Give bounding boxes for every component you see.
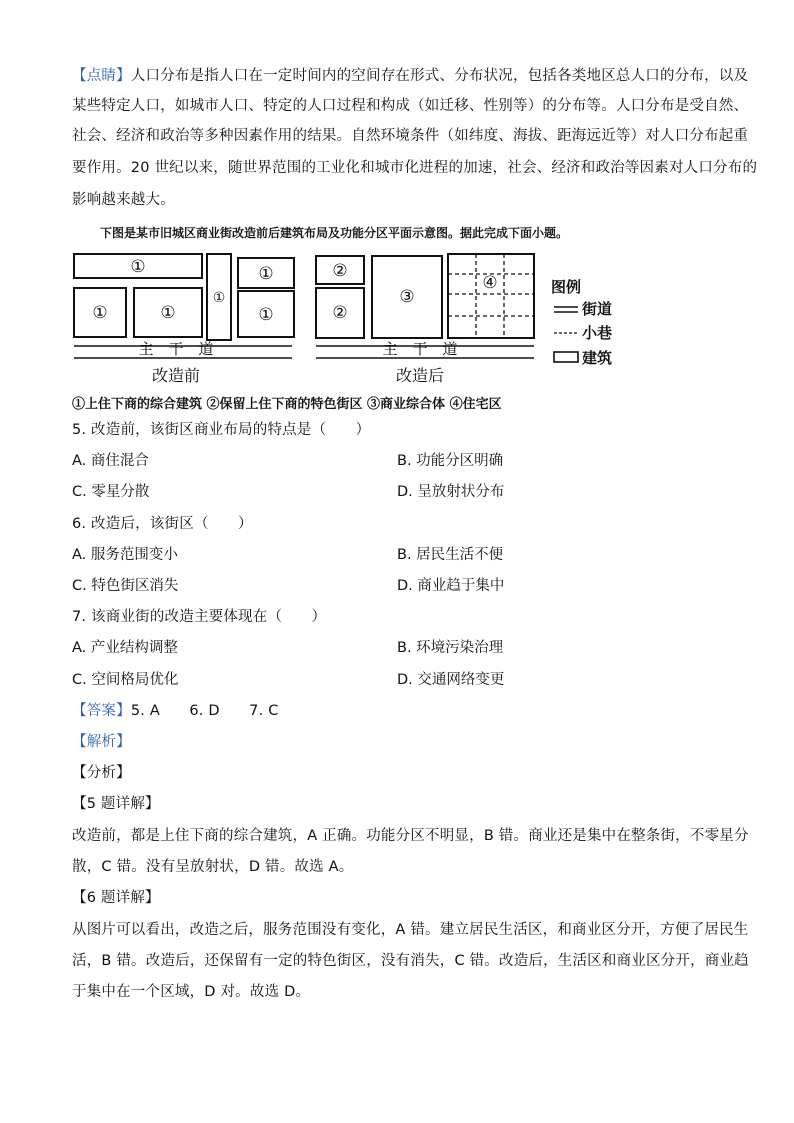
marker-4-after: ④ [482,273,498,293]
q7-option-c: C. 空间格局优化 [72,672,179,688]
q5-detail-line-2: 散，C 错。没有呈放射状，D 错。故选 A。 [72,859,354,875]
fenxi-heading: 【分析】 [72,765,131,781]
after-label: 改造后 [395,366,445,385]
q6-option-b: B. 居民生活不便 [397,547,504,563]
q5-option-c: C. 零星分散 [72,484,150,500]
marker-2-after-bl: ② [332,303,348,323]
marker-1-before-rb: ① [258,305,274,325]
q7-option-d: D. 交通网络变更 [397,672,505,688]
answer-tag: 【答案】 [72,703,131,719]
marker-1-before-left: ① [92,303,108,323]
q6-detail-line-2: 活，B 错。改造后，还保留有一定的特色街区，没有消失，C 错。改造后，生活区和商业区分开，商业趋 [72,953,749,969]
q6-option-c: C. 特色街区消失 [72,578,179,594]
residential-area [448,254,534,338]
marker-1-before-top: ① [130,257,146,277]
dianjing-line-2: 某些特定人口，如城市人口、特定的人口过程和构成（如迁移、性别等）的分布等。人口分布是受自然、 [72,98,749,114]
legend-title: 图例 [550,278,582,296]
question-6-stem: 6. 改造后，该街区（ ） [72,516,253,532]
legend-street: 街道 [582,300,613,318]
q6-detail-line-3: 于集中在一个区域，D 对。故选 D。 [72,984,311,1000]
marker-1-before-rt: ① [258,264,274,284]
q5-detail-line-1: 改造前，都是上住下商的综合建筑，A 正确。功能分区不明显，B 错。商业还是集中在整条街，不零星分 [72,828,749,844]
q6-detail-heading: 【6 题详解】 [72,890,160,906]
legend-alley: 小巷 [582,324,613,342]
q7-option-a: A. 产业结构调整 [72,640,178,656]
dianjing-line-5: 影响越来越大。 [72,192,175,208]
q5-option-d: D. 呈放射状分布 [397,484,505,500]
marker-2-after-tl: ② [332,261,348,281]
dianjing-line-3: 社会、经济和政治等多种因素作用的结果。自然环境条件（如纬度、海拔、距海远近等）对人口分布起重 [72,128,749,144]
answer-line [72,701,279,721]
q6-option-a: A. 服务范围变小 [72,547,178,563]
q5-detail-heading: 【5 题详解】 [72,796,160,812]
before-label: 改造前 [151,366,201,385]
question-7-stem: 7. 该商业街的改造主要体现在（ ） [72,609,327,625]
street-layout-diagram [70,248,630,418]
answer-text: 5. A 6. D 7. C [130,703,279,719]
dianjing-line-4: 要作用。20 世纪以来，随世界范围的工业化和城市化进程的加速，社会、经济和政治等因素对人口分布的 [72,160,758,176]
q5-option-b: B. 功能分区明确 [397,453,504,469]
marker-1-before-mid: ① [160,303,176,323]
residential-alleys [448,254,534,338]
legend-shapes [554,307,578,362]
figure-key: ①上住下商的综合建筑 ②保留上住下商的特色街区 ③商业综合体 ④住宅区 [72,397,502,412]
dianjing-tag: 【点睛】 [72,68,131,84]
legend-building: 建筑 [582,349,613,367]
dianjing-line-1: 【点睛】人口分布是指人口在一定时间内的空间存在形式、分布状况，包括各类地区总人口的分布，以及 [72,68,749,84]
q5-option-a: A. 商住混合 [72,453,149,469]
jiexi-heading: 【解析】 [72,734,131,750]
q6-detail-line-1: 从图片可以看出，改造之后，服务范围没有变化，A 错。建立居民生活区，和商业区分开，方便了居民生 [72,922,749,938]
q7-option-b: B. 环境污染治理 [397,640,504,656]
marker-1-before-tall: ① [212,290,226,306]
figure-caption: 下图是某市旧城区商业街改造前后建筑布局及功能分区平面示意图。据此完成下面小题。 [100,226,569,240]
q6-option-d: D. 商业趋于集中 [397,578,505,594]
road-label-before: 主 干 道 [138,340,214,358]
road-label-after: 主 干 道 [382,340,458,358]
question-5-stem: 5. 改造前，该街区商业布局的特点是（ ） [72,422,371,438]
marker-3-after: ③ [399,287,415,307]
